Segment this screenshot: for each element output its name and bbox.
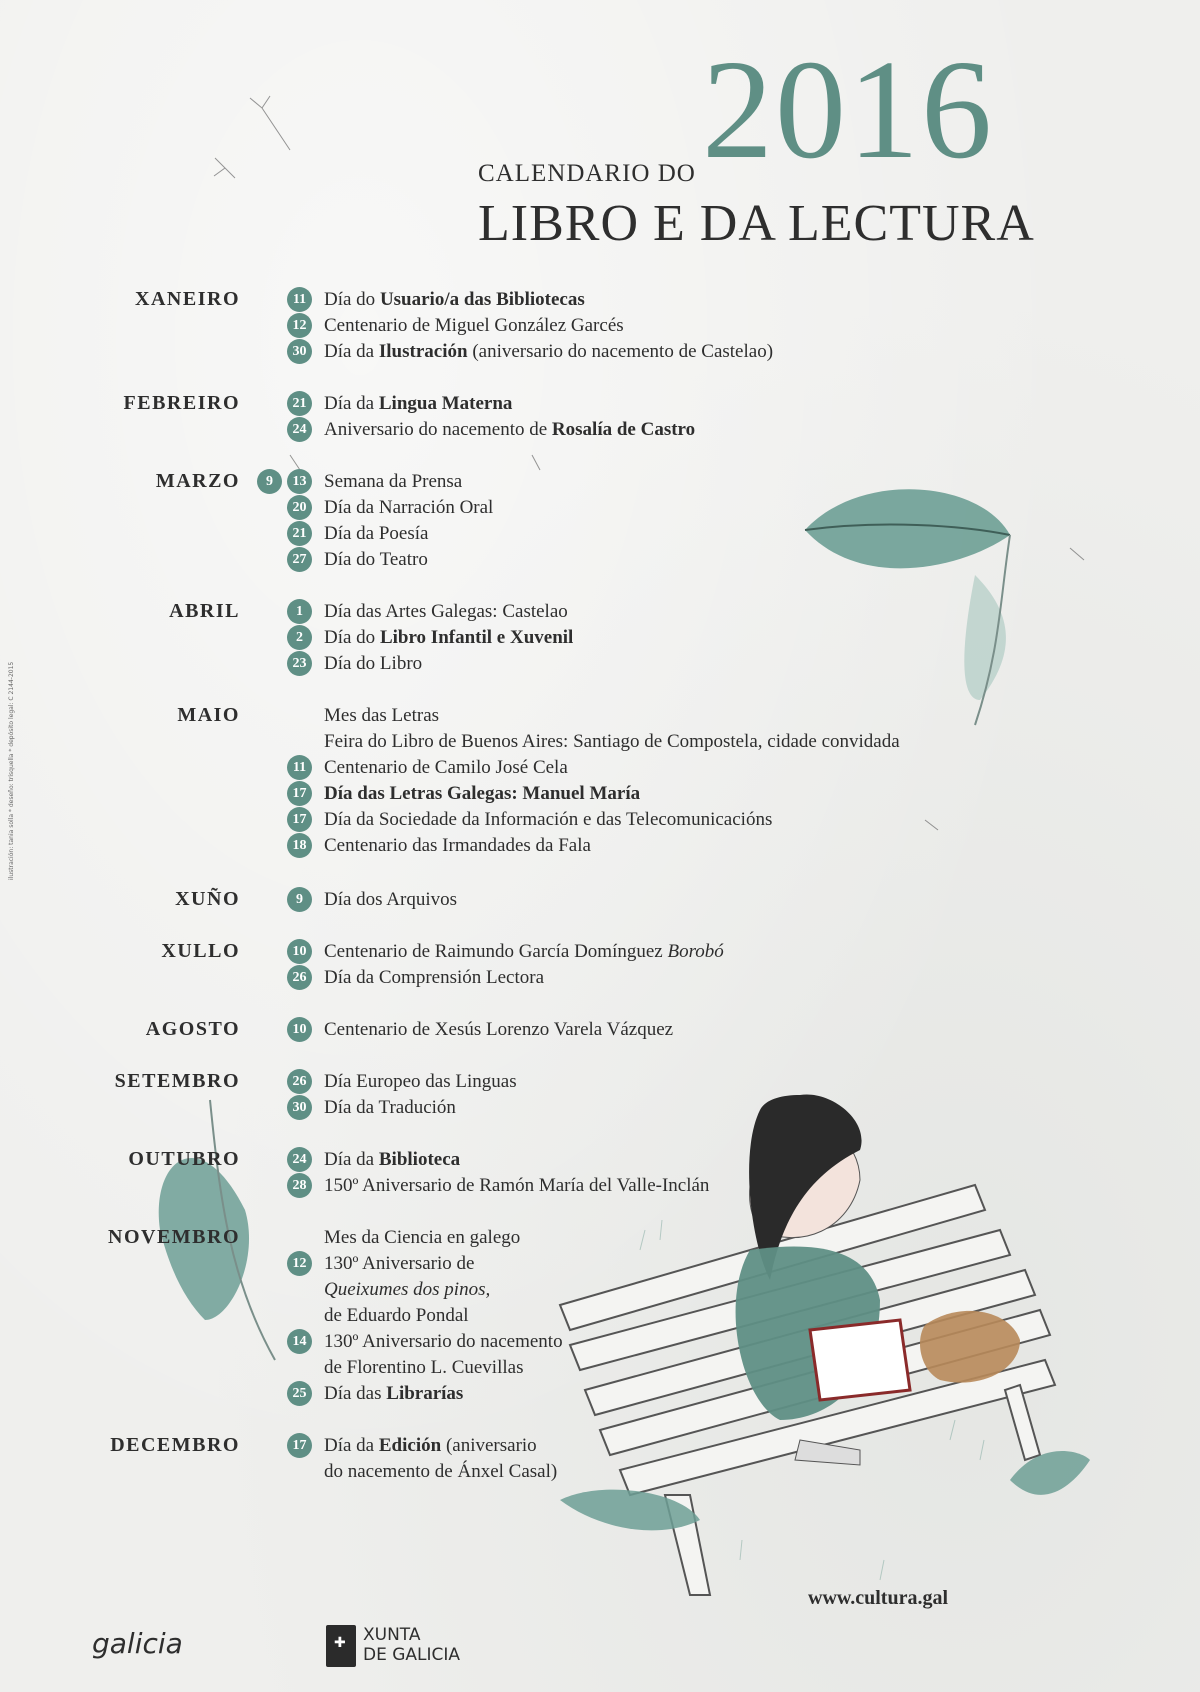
event-text: Feira do Libro de Buenos Aires: Santiago de Compostela, cidade convidada	[324, 731, 900, 752]
month-maio: MAIO	[177, 704, 240, 726]
month-setembro: SETEMBRO	[114, 1070, 240, 1092]
day-badge: 20	[287, 495, 312, 520]
event-text: Mes das Letras	[324, 705, 440, 726]
title-year: 2016	[702, 30, 994, 188]
event-text: Centenario de Camilo José Cela	[324, 757, 568, 778]
day-badge: 30	[287, 1095, 312, 1120]
month-abril: ABRIL	[169, 600, 240, 622]
event-text: Centenario de Raimundo García Domínguez Borobó	[324, 941, 724, 962]
xunta-logo-text	[363, 1625, 460, 1665]
event-text: Día da Sociedade da Información e das Telecomunicacións	[324, 809, 773, 830]
day-badge: 23	[287, 651, 312, 676]
galicia-logo: galicia	[92, 1627, 183, 1660]
day-badge: 10	[287, 939, 312, 964]
event-text: Día da Poesía	[324, 523, 429, 544]
day-badge: 9	[257, 469, 282, 494]
event-text: Día das Librarías	[324, 1383, 464, 1404]
day-badge: 24	[287, 417, 312, 442]
event-text: Día das Artes Galegas: Castelao	[324, 601, 568, 622]
event-text: Mes da Ciencia en galego	[324, 1227, 521, 1248]
event-text: Centenario de Miguel González Garcés	[324, 315, 624, 336]
day-badge: 17	[287, 781, 312, 806]
event-text: Día da Tradución	[324, 1097, 456, 1118]
event-text: de Eduardo Pondal	[324, 1305, 469, 1326]
event-text: 130º Aniversario do nacemento	[324, 1331, 563, 1352]
day-badge: 28	[287, 1173, 312, 1198]
event-text: Centenario de Xesús Lorenzo Varela Vázquez	[324, 1019, 674, 1040]
day-badge: 26	[287, 1069, 312, 1094]
day-badge: 17	[287, 807, 312, 832]
day-badge: 11	[287, 755, 312, 780]
day-badge: 18	[287, 833, 312, 858]
event-text: Centenario das Irmandades da Fala	[324, 835, 591, 856]
day-badge: 12	[287, 313, 312, 338]
event-text: do nacemento de Ánxel Casal)	[324, 1461, 558, 1482]
title-main: LIBRO E DA LECTURA	[478, 195, 1035, 252]
event-text: Día da Ilustración (aniversario do nacemento de Castelao)	[324, 341, 774, 362]
side-credit: ilustración: tania solla * deseño: trisquella * depósito legal: C 2144-2015	[8, 661, 15, 880]
month-novembro: NOVEMBRO	[108, 1226, 240, 1248]
event-text: Día da Narración Oral	[324, 497, 494, 518]
xunta-line-2: DE GALICIA	[363, 1645, 461, 1665]
day-badge: 2	[287, 625, 312, 650]
month-outubro: OUTUBRO	[128, 1148, 240, 1170]
feather-top-right	[805, 489, 1010, 725]
event-text: Día do Libro Infantil e Xuvenil	[324, 627, 574, 648]
event-text: Día da Lingua Materna	[324, 393, 513, 414]
event-text: Día Europeo das Linguas	[324, 1071, 517, 1092]
day-badge: 9	[287, 887, 312, 912]
day-badge: 21	[287, 521, 312, 546]
day-badge: 12	[287, 1251, 312, 1276]
event-text: Día da Biblioteca	[324, 1149, 461, 1170]
day-badge: 24	[287, 1147, 312, 1172]
xunta-shield-icon	[326, 1625, 356, 1667]
day-badge: 17	[287, 1433, 312, 1458]
event-text: Día das Letras Galegas: Manuel María	[324, 783, 641, 804]
day-badge: 13	[287, 469, 312, 494]
event-text: 150º Aniversario de Ramón María del Valle-Inclán	[324, 1175, 710, 1196]
event-text: Día do Teatro	[324, 549, 428, 570]
event-text: 130º Aniversario de	[324, 1253, 475, 1274]
website-link[interactable]: www.cultura.gal	[808, 1587, 948, 1609]
event-text: Aniversario do nacemento de Rosalía de Castro	[324, 419, 696, 440]
month-agosto: AGOSTO	[145, 1018, 240, 1040]
event-text: Día da Edición (aniversario	[324, 1435, 537, 1456]
day-badge: 10	[287, 1017, 312, 1042]
event-text: Día do Libro	[324, 653, 423, 674]
month-xaneiro: XANEIRO	[135, 288, 240, 310]
event-text: de Florentino L. Cuevillas	[324, 1357, 524, 1378]
title-calendar-label: CALENDARIO DO	[478, 160, 696, 187]
event-text: Día dos Arquivos	[324, 889, 457, 910]
month-decembro: DECEMBRO	[110, 1434, 240, 1456]
event-text: Día da Comprensión Lectora	[324, 967, 545, 988]
event-text: Día do Usuario/a das Bibliotecas	[324, 289, 585, 310]
event-text: Semana da Prensa	[324, 471, 463, 492]
month-xuño: XUÑO	[175, 888, 240, 910]
day-badge: 27	[287, 547, 312, 572]
month-marzo: MARZO	[155, 470, 240, 492]
day-badge: 1	[287, 599, 312, 624]
day-badge: 30	[287, 339, 312, 364]
xunta-line-1: XUNTA	[363, 1625, 421, 1645]
day-badge: 25	[287, 1381, 312, 1406]
month-xullo: XULLO	[161, 940, 240, 962]
month-febreiro: FEBREIRO	[123, 392, 240, 414]
feather-bottom-right	[1010, 1451, 1090, 1495]
day-badge: 11	[287, 287, 312, 312]
day-badge: 26	[287, 965, 312, 990]
day-badge: 21	[287, 391, 312, 416]
day-badge: 14	[287, 1329, 312, 1354]
event-text: Queixumes dos pinos,	[324, 1279, 491, 1300]
